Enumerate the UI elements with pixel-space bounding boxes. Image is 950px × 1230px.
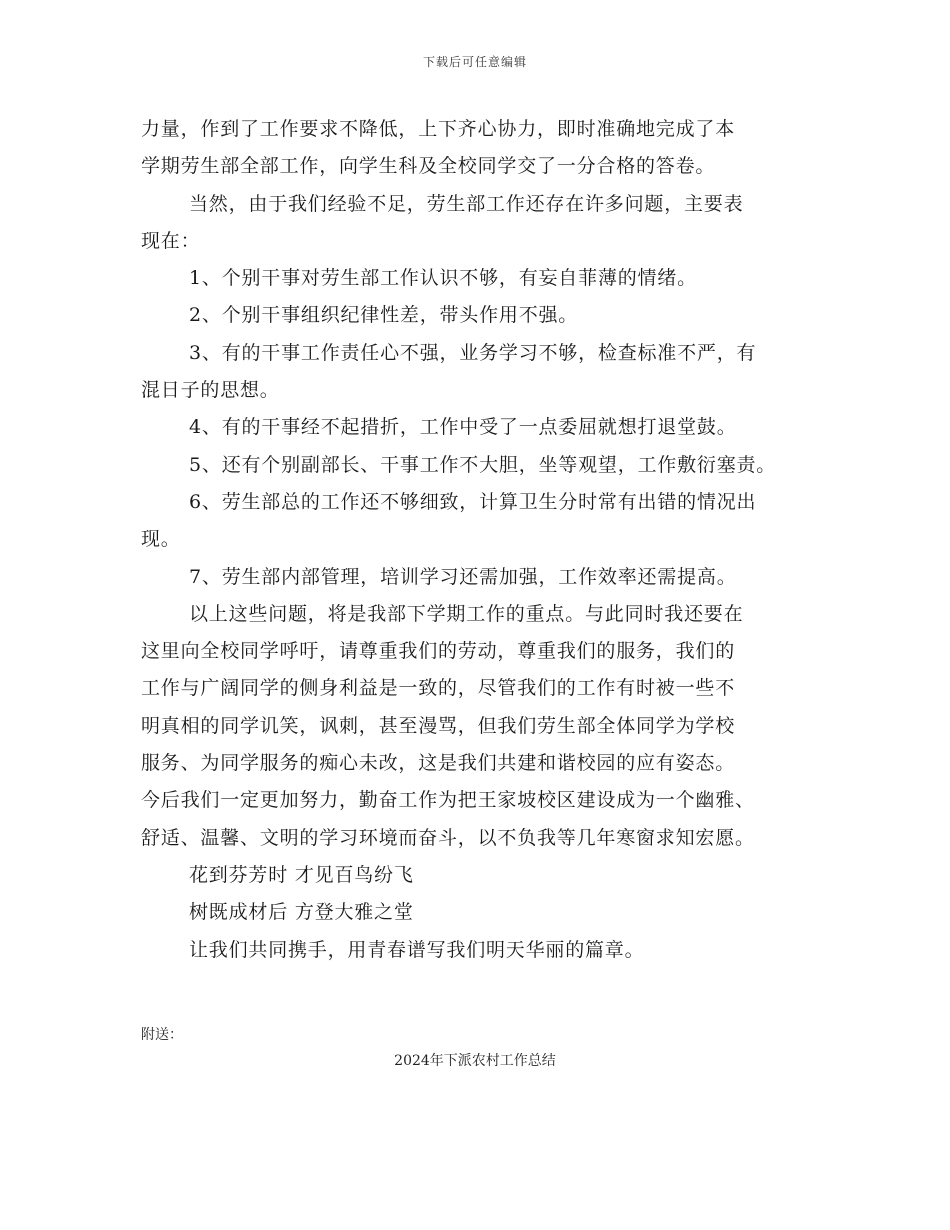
- text-line-4: 现在：: [141, 229, 201, 252]
- list-item-5: 5、还有个别副部长、干事工作不大胆，坐等观望，工作敷衍塞责。: [189, 453, 777, 476]
- text-line-16: 工作与广阔同学的侧身利益是一致的，尽管我们的工作有时被一些不: [141, 677, 736, 700]
- list-item-4: 4、有的干事经不起措折，工作中受了一点委屈就想打退堂鼓。: [189, 416, 737, 439]
- list-item-3: 3、有的干事工作责任心不强，业务学习不够，检查标准不严，有: [189, 341, 757, 364]
- appendix-title: 2024年下派农村工作总结: [394, 1053, 556, 1069]
- text-line-20: 舒适、温馨、文明的学习环境而奋斗，以不负我等几年寒窗求知宏愿。: [141, 826, 755, 849]
- list-item-3-cont: 混日子的思想。: [141, 379, 280, 402]
- list-item-6-cont: 现。: [141, 528, 181, 551]
- text-line-19: 今后我们一定更加努力，勤奋工作为把王家坡校区建设成为一个幽雅、: [141, 789, 755, 812]
- text-line-17: 明真相的同学讥笑，讽刺，甚至漫骂，但我们劳生部全体同学为学校: [141, 714, 736, 737]
- text-line-1: 力量，作到了工作要求不降低，上下齐心协力，即时准确地完成了本: [141, 118, 736, 140]
- list-item-1: 1、个别干事对劳生部工作认识不够，有妄自菲薄的情绪。: [189, 267, 697, 290]
- body-text: [141, 114, 821, 972]
- list-item-2: 2、个别干事组织纪律性差，带头作用不强。: [189, 304, 579, 327]
- text-line-14: 以上这些问题，将是我部下学期工作的重点。与此同时我还要在: [189, 602, 744, 625]
- text-line-15: 这里向全校同学呼吁，请尊重我们的劳动，尊重我们的服务，我们的: [141, 640, 736, 663]
- list-item-6: 6、劳生部总的工作还不够细致，计算卫生分时常有出错的情况出: [189, 490, 757, 513]
- text-line-18: 服务、为同学服务的痴心未改，这是我们共建和谐校园的应有姿态。: [141, 752, 736, 775]
- verse-line-2: 树既成材后 方登大雅之堂: [189, 901, 414, 924]
- appendix-label: 附送：: [141, 1027, 183, 1043]
- closing-line: 让我们共同携手，用青春谱写我们明天华丽的篇章。: [189, 938, 645, 961]
- verse-line-1: 花到芬芳时 才见百鸟纷飞: [189, 863, 414, 886]
- text-line-3: 当然，由于我们经验不足，劳生部工作还存在许多问题，主要表: [189, 192, 744, 215]
- list-item-7: 7、劳生部内部管理，培训学习还需加强，工作效率还需提高。: [189, 565, 737, 588]
- text-line-2: 学期劳生部全部工作，向学生科及全校同学交了一分合格的答卷。: [141, 155, 716, 178]
- page-header: 下载后可任意编辑: [422, 55, 527, 69]
